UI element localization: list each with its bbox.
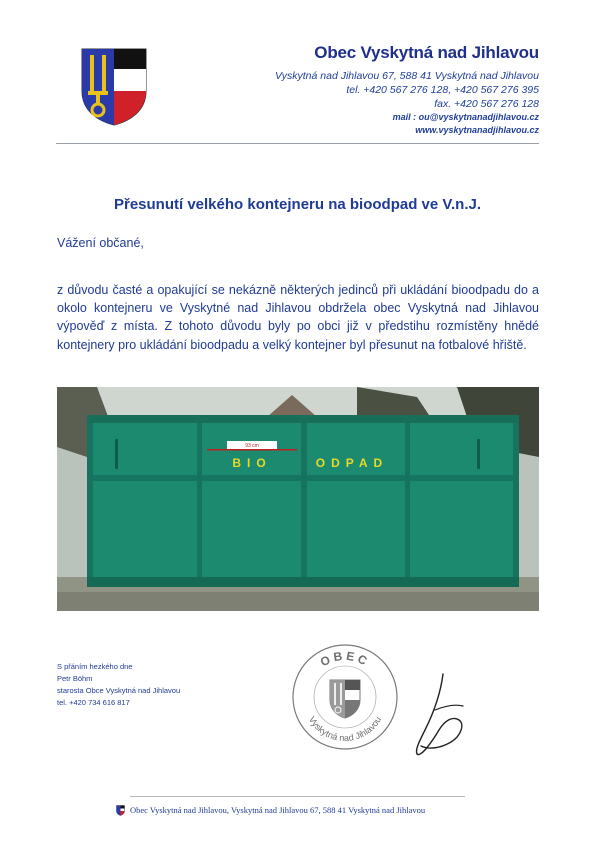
municipality-website[interactable]: www.vyskytnanadjihlavou.cz: [415, 125, 539, 135]
municipality-fax: fax. +420 567 276 128: [434, 98, 539, 110]
closing-line: S přáním hezkého dne: [57, 662, 133, 671]
svg-text:Vyskytná nad Jihlavou: [307, 715, 383, 743]
signer-title: starosta Obce Vyskytná nad Jihlavou: [57, 686, 181, 695]
municipality-phones: tel. +420 567 276 128, +420 567 276 395: [346, 84, 539, 96]
container-text-bio: BIO: [232, 456, 272, 470]
document-title: Přesunutí velkého kontejneru na bioodpad ve V.n.J.: [113, 196, 482, 213]
municipal-crest-icon: [80, 47, 148, 127]
footer-crest-icon: [116, 805, 125, 816]
municipality-name: Obec Vyskytná nad Jihlavou: [314, 43, 539, 62]
container-photo: [57, 387, 539, 611]
salutation: Vážení občané,: [57, 236, 144, 250]
signer-name: Petr Böhm: [57, 674, 93, 683]
stamp-top-text: OBEC: [317, 648, 373, 670]
header-divider: [56, 143, 539, 144]
container-text-odpad: ODPAD: [315, 456, 389, 470]
signer-phone: tel. +420 734 616 817: [57, 698, 130, 707]
container-size-label: 93 cm: [245, 443, 259, 449]
handwritten-signature: [405, 670, 475, 760]
municipality-address: Vyskytná nad Jihlavou 67, 588 41 Vyskytná nad Jihlavou: [274, 70, 539, 82]
footer-divider: [130, 796, 465, 797]
body-paragraph: z důvodu časté a opakující se nekázně některých jedinců při ukládání bioodpadu do a okolo kontejneru ve Vyskytné nad Jihlavou obdržela obec Vyskytná nad Jihlavou výpověď z místa. Z tohoto důvodu byly po obci již v předstihu rozmístěny hnědé kontejnery pro ukládání bioodpadu a velký kontejner byl přesunut na fotbalové hřiště.: [57, 283, 539, 352]
official-stamp-icon: [290, 642, 400, 752]
stamp-bottom-text: Vyskytná nad Jihlavou: [306, 714, 384, 744]
footer-address: Obec Vyskytná nad Jihlavou, Vyskytná nad Jihlavou 67, 588 41 Vyskytná nad Jihlavou: [130, 805, 426, 815]
municipality-email[interactable]: mail : ou@vyskytnanadjihlavou.cz: [392, 112, 539, 122]
